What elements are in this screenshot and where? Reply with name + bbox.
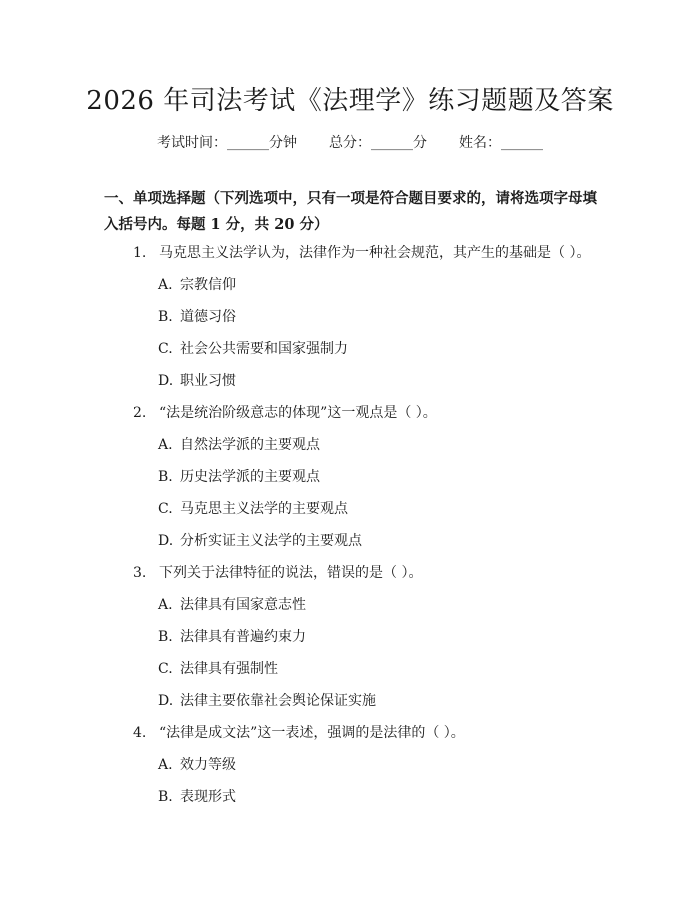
option-letter: A. (158, 277, 173, 293)
option-text: 法律具有普遍约束力 (180, 629, 306, 645)
question-number: 4. (133, 725, 147, 741)
option-letter: C. (158, 501, 173, 517)
question-number: 1. (133, 245, 147, 261)
question-text: “法律是成文法”这一表述，强调的是法律的（ ）。 (159, 725, 465, 741)
question-2-option-a (158, 434, 320, 454)
question-3 (133, 562, 422, 582)
option-text: 马克思主义法学的主要观点 (180, 501, 348, 517)
option-text: 历史法学派的主要观点 (180, 469, 320, 485)
option-letter: B. (158, 629, 173, 645)
question-3-option-a (158, 594, 306, 614)
question-1-option-a (158, 274, 236, 294)
question-1-option-b (158, 306, 236, 326)
option-text: 宗教信仰 (180, 277, 236, 293)
option-letter: B. (158, 469, 173, 485)
option-letter: A. (158, 757, 173, 773)
option-letter: A. (158, 597, 173, 613)
option-text: 自然法学派的主要观点 (180, 437, 320, 453)
section-heading: 一、单项选择题（下列选项中，只有一项是符合题目要求的，请将选项字母填入括号内。每题 1 分，共 20 分） (104, 190, 597, 233)
question-3-option-c (158, 658, 278, 678)
page-title: 2026 年司法考试《法理学》练习题题及答案 (86, 86, 614, 116)
option-text: 法律主要依靠社会舆论保证实施 (180, 693, 376, 709)
question-text: 马克思主义法学认为，法律作为一种社会规范，其产生的基础是（ ）。 (159, 245, 591, 261)
option-letter: D. (158, 533, 174, 549)
question-1 (133, 242, 590, 262)
option-text: 法律具有强制性 (180, 661, 278, 677)
option-text: 法律具有国家意志性 (180, 597, 306, 613)
question-number: 2. (133, 405, 147, 421)
option-letter: D. (158, 693, 174, 709)
exam-time-field: 考试时间：______分钟 (157, 135, 297, 151)
question-4-option-b (158, 786, 236, 806)
question-2-option-d (158, 530, 362, 550)
option-text: 分析实证主义法学的主要观点 (180, 533, 362, 549)
option-text: 社会公共需要和国家强制力 (180, 341, 348, 357)
option-letter: A. (158, 437, 173, 453)
option-text: 职业习惯 (180, 373, 236, 389)
option-text: 效力等级 (180, 757, 236, 773)
option-letter: C. (158, 341, 173, 357)
option-text: 道德习俗 (180, 309, 236, 325)
question-3-option-b (158, 626, 306, 646)
question-1-option-c (158, 338, 348, 358)
question-3-option-d (158, 690, 376, 710)
total-score-field: 总分：______分 (329, 135, 427, 151)
question-1-option-d (158, 370, 236, 390)
question-4 (133, 722, 465, 742)
option-text: 表现形式 (180, 789, 236, 805)
question-2-option-b (158, 466, 320, 486)
option-letter: B. (158, 789, 173, 805)
question-text: 下列关于法律特征的说法，错误的是（ ）。 (159, 565, 423, 581)
exam-meta (0, 132, 700, 152)
question-number: 3. (133, 565, 147, 581)
question-2-option-c (158, 498, 348, 518)
student-name-field: 姓名：______ (459, 135, 543, 151)
option-letter: D. (158, 373, 174, 389)
question-2 (133, 402, 437, 422)
option-letter: C. (158, 661, 173, 677)
question-text: “法是统治阶级意志的体现”这一观点是（ ）。 (159, 405, 437, 421)
question-4-option-a (158, 754, 236, 774)
option-letter: B. (158, 309, 173, 325)
